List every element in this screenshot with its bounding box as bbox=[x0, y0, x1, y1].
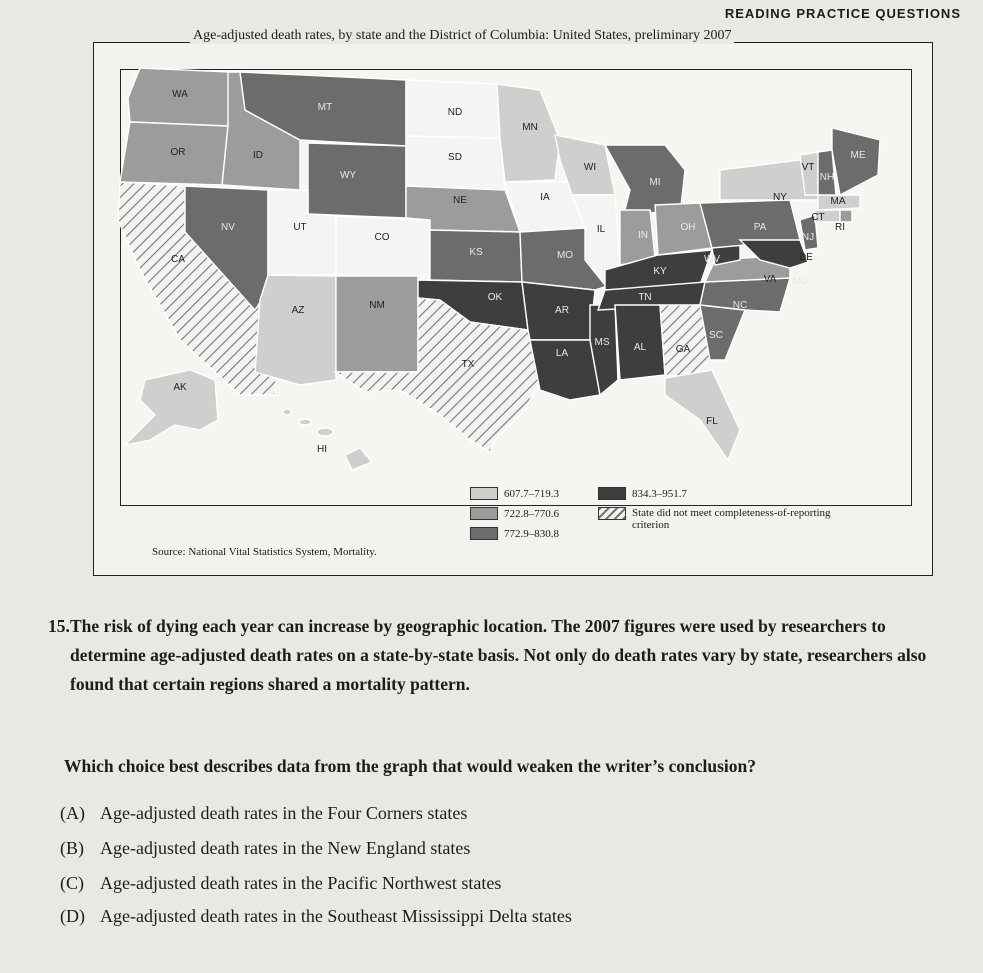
legend-swatch bbox=[598, 507, 626, 520]
state-label-ri: RI bbox=[835, 222, 845, 233]
state-label-wa: WA bbox=[172, 89, 188, 100]
state-label-wi: WI bbox=[583, 162, 597, 173]
choice-letter: (C) bbox=[60, 873, 84, 893]
state-label-fl: FL bbox=[706, 416, 718, 427]
state-label-oh: OH bbox=[680, 222, 696, 233]
state-hi-2 bbox=[317, 428, 333, 436]
state-mn bbox=[497, 84, 560, 182]
legend-swatch bbox=[470, 507, 498, 520]
question-number: 15. bbox=[48, 616, 70, 636]
legend-label: State did not meet completeness-of-reporting criterion bbox=[632, 507, 831, 531]
state-label-tn: TN bbox=[638, 292, 652, 303]
state-label-mi: MI bbox=[649, 177, 661, 188]
state-label-la: LA bbox=[555, 348, 569, 359]
choice-d[interactable] bbox=[60, 906, 572, 927]
choice-letter: (A) bbox=[60, 803, 85, 823]
state-hi-1 bbox=[345, 448, 372, 470]
state-sd bbox=[406, 136, 505, 190]
page-header: READING PRACTICE QUESTIONS bbox=[724, 6, 961, 21]
legend-swatch bbox=[470, 527, 498, 540]
state-label-ms: MS bbox=[594, 337, 610, 348]
legend-label: 772.9–830.8 bbox=[504, 527, 559, 540]
state-label-nm: NM bbox=[369, 300, 385, 311]
state-label-ma: MA bbox=[830, 196, 846, 207]
legend-item-1 bbox=[470, 487, 559, 500]
map-legend bbox=[470, 487, 890, 547]
legend-label: 834.3–951.7 bbox=[632, 487, 687, 500]
state-ri bbox=[840, 210, 852, 222]
legend-item-5 bbox=[598, 507, 848, 531]
state-label-me: ME bbox=[850, 150, 866, 161]
state-label-ar: AR bbox=[555, 305, 569, 316]
choice-c[interactable] bbox=[60, 873, 501, 894]
state-label-ut: UT bbox=[293, 222, 307, 233]
state-co bbox=[336, 216, 430, 276]
state-label-ny: NY bbox=[773, 192, 787, 203]
state-label-ia: IA bbox=[540, 192, 550, 203]
choice-b[interactable] bbox=[60, 838, 470, 859]
legend-label: 722.8–770.6 bbox=[504, 507, 559, 520]
choice-letter: (B) bbox=[60, 838, 84, 858]
state-label-az: AZ bbox=[291, 305, 305, 316]
state-label-va: VA bbox=[763, 274, 777, 285]
state-label-nc: NC bbox=[732, 300, 748, 311]
state-label-sc: SC bbox=[709, 330, 723, 341]
state-label-mn: MN bbox=[522, 122, 538, 133]
legend-swatch bbox=[470, 487, 498, 500]
state-label-al: AL bbox=[633, 342, 647, 353]
state-label-hi: HI bbox=[317, 444, 327, 455]
map-source: Source: National Vital Statistics System, Mortality. bbox=[152, 546, 377, 558]
question-text: The risk of dying each year can increase by geographic location. The 2007 figures were used by researchers to determine age-adjusted death rates on a state-by-state basis. Not only do death rates vary by state, researchers also found that certain regions shared a mortality pattern. bbox=[70, 616, 927, 694]
choice-a[interactable] bbox=[60, 803, 467, 824]
state-label-vt: VT bbox=[801, 162, 815, 173]
state-label-nh: NH bbox=[819, 172, 835, 183]
state-fl bbox=[665, 370, 740, 460]
state-hi-4 bbox=[283, 409, 291, 415]
state-wy bbox=[308, 143, 406, 218]
state-label-sd: SD bbox=[448, 152, 462, 163]
state-label-mo: MO bbox=[556, 250, 574, 261]
state-label-ga: GA bbox=[675, 344, 691, 355]
state-label-ky: KY bbox=[653, 266, 667, 277]
state-label-or: OR bbox=[170, 147, 186, 158]
state-label-md: MD bbox=[792, 276, 808, 287]
state-nm bbox=[336, 276, 418, 372]
legend-item-4 bbox=[598, 487, 687, 500]
choice-text: Age-adjusted death rates in the New England states bbox=[100, 838, 471, 858]
state-label-ks: KS bbox=[469, 247, 483, 258]
state-label-de: DE bbox=[799, 252, 813, 263]
legend-item-2 bbox=[470, 507, 559, 520]
map-title: Age-adjusted death rates, by state and the District of Columbia: United States, preliminary 2007 bbox=[190, 28, 734, 44]
state-hi-3 bbox=[299, 419, 311, 425]
state-me bbox=[832, 128, 880, 195]
state-label-mt: MT bbox=[317, 102, 333, 113]
state-label-nv: NV bbox=[221, 222, 235, 233]
question-prompt: Which choice best describes data from the graph that would weaken the writer’s conclusion? bbox=[64, 756, 757, 776]
state-label-ca: CA bbox=[171, 254, 185, 265]
state-label-nj: NJ bbox=[801, 232, 815, 243]
state-label-il: IL bbox=[596, 224, 606, 235]
state-label-ne: NE bbox=[453, 195, 467, 206]
state-label-wy: WY bbox=[339, 170, 357, 181]
state-label-in: IN bbox=[638, 230, 648, 241]
state-label-pa: PA bbox=[753, 222, 767, 233]
legend-item-3 bbox=[470, 527, 559, 540]
state-label-ok: OK bbox=[487, 292, 503, 303]
choice-text: Age-adjusted death rates in the Four Corners states bbox=[100, 803, 468, 823]
state-ak bbox=[125, 370, 218, 445]
state-az bbox=[255, 275, 336, 385]
state-label-nd: ND bbox=[447, 107, 463, 118]
state-label-tx: TX bbox=[461, 359, 475, 370]
state-label-ak: AK bbox=[173, 382, 187, 393]
state-label-co: CO bbox=[374, 232, 390, 243]
choice-text: Age-adjusted death rates in the Southeast Mississippi Delta states bbox=[100, 906, 572, 926]
legend-label: 607.7–719.3 bbox=[504, 487, 559, 500]
choice-letter: (D) bbox=[60, 906, 85, 926]
legend-swatch bbox=[598, 487, 626, 500]
state-label-ct: CT bbox=[811, 212, 825, 223]
state-label-id: ID bbox=[253, 150, 263, 161]
choice-text: Age-adjusted death rates in the Pacific Northwest states bbox=[100, 873, 502, 893]
state-label-wv: WV bbox=[703, 254, 721, 265]
